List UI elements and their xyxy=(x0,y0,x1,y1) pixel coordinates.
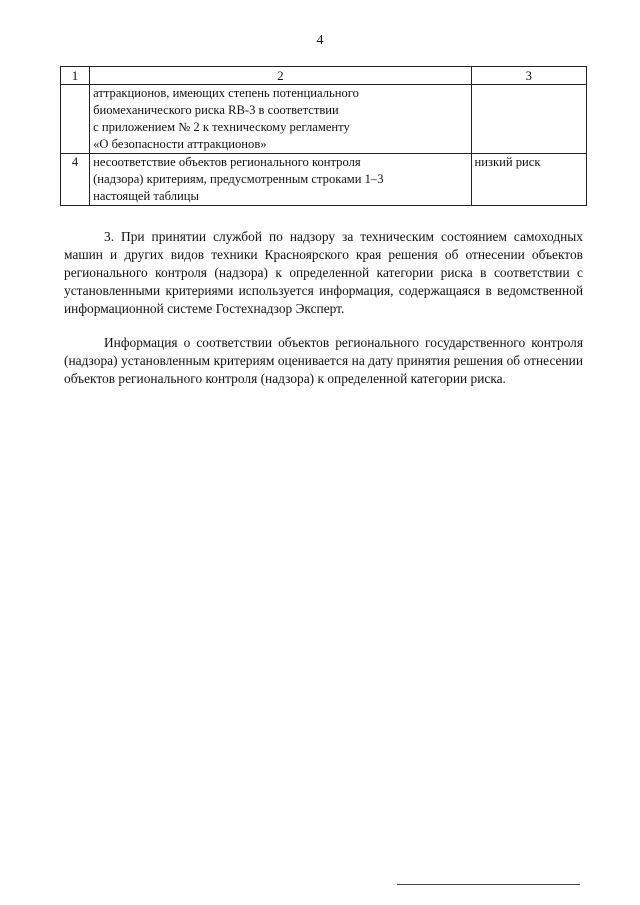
description-line: (надзора) критериям, предусмотренным строками 1–3 xyxy=(93,172,384,186)
table-row xyxy=(61,85,587,154)
description-line: «О безопасности аттракционов» xyxy=(93,137,267,151)
column-header-3: 3 xyxy=(471,67,586,85)
footer-divider-line xyxy=(397,884,580,885)
risk-criteria-table xyxy=(60,66,587,206)
row-description-cell xyxy=(90,154,471,206)
description-line: настоящей таблицы xyxy=(93,189,199,203)
row-number-cell xyxy=(61,85,90,154)
row-risk-cell xyxy=(471,85,586,154)
paragraph-3-information-source: 3. При принятии службой по надзору за техническим состоянием самоходных машин и других видов техники Красноярского края решения об отнесении объектов регионального контроля (надзора) к определенной категории риска в соответствии с установленными критериями используется информация, содержащаяся в ведомственной информационной системе Гостехнадзор Эксперт. xyxy=(64,229,583,317)
table-header-row xyxy=(61,67,587,85)
description-line: биомеханического риска RB-3 в соответствии xyxy=(93,103,339,117)
description-line: аттракционов, имеющих степень потенциального xyxy=(93,86,359,100)
description-line: несоответствие объектов регионального контроля xyxy=(93,155,361,169)
column-header-1: 1 xyxy=(61,67,90,85)
row-risk-cell: низкий риск xyxy=(471,154,586,206)
paragraph-criteria-evaluation-date: Информация о соответствии объектов регионального государственного контроля (надзора) установленным критериям оценивается на дату принятия решения об отнесении объектов регионального контроля (надзора) к определенной категории риска. xyxy=(64,335,583,387)
description-line: с приложением № 2 к техническому регламенту xyxy=(93,120,350,134)
page-number: 4 xyxy=(316,33,324,48)
row-description-cell xyxy=(90,85,471,154)
column-header-2: 2 xyxy=(90,67,471,85)
row-number-cell: 4 xyxy=(61,154,90,206)
table-row xyxy=(61,154,587,206)
